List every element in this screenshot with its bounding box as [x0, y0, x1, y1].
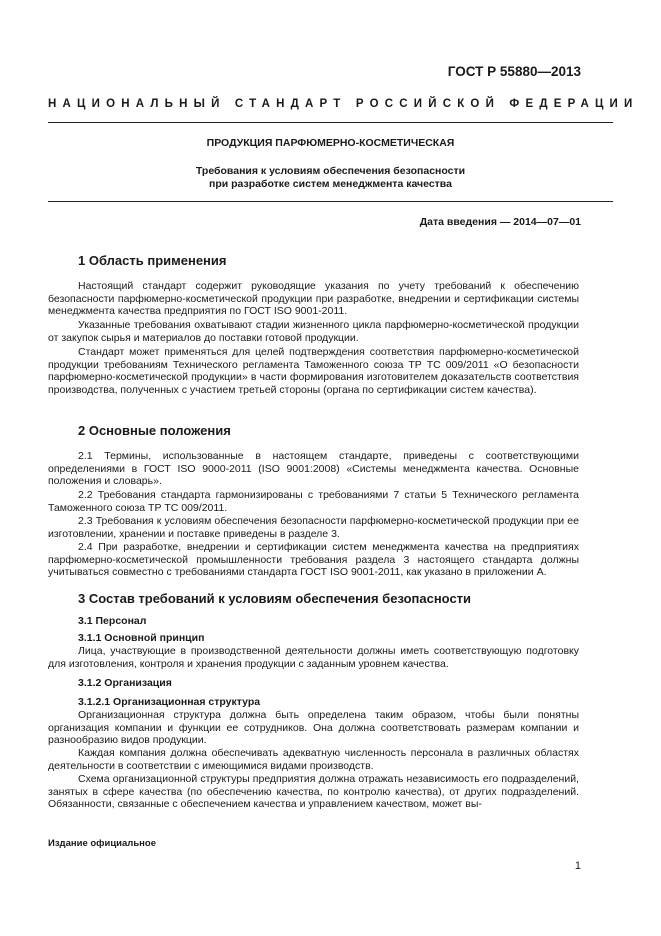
subsection-3-1-1-paragraph: Лица, участвующие в производственной деятельности должны иметь соответствующую подготовку для изготовления, контроля и хранения продукции с заданным уровнем качества.	[48, 645, 579, 670]
section-2-paragraph-2: 2.2 Требования стандарта гармонизированы с требованиями 7 статьи 5 Технического регламента Таможенного союза ТР ТС 009/2011.	[48, 489, 579, 514]
official-edition-label: Издание официальное	[48, 838, 156, 849]
subtitle-line1: Требования к условиям обеспечения безопасности	[195, 165, 466, 177]
subsection-3-1-2-1-paragraph-1: Организационная структура должна быть определена таким образом, чтобы были понятны организация компании и функции ее сотрудников. Она должна соответствовать размерам компании и разнообразию видов продукции.	[48, 709, 579, 746]
section-2-paragraph-3: 2.3 Требования к условиям обеспечения безопасности парфюмерно-косметической продукции при ее изготовлении, хранении и поставке приведены в разделе 3.	[48, 515, 579, 540]
subtitle-line2: при разработке систем менеджмента качества	[209, 178, 452, 190]
bottom-rule	[48, 201, 613, 202]
subsection-3-1-1-heading: 3.1.1 Основной принцип	[78, 632, 205, 644]
national-standard-label: НАЦИОНАЛЬНЫЙ СТАНДАРТ РОССИЙСКОЙ ФЕДЕРАЦИИ	[48, 98, 639, 110]
standard-number: ГОСТ Р 55880—2013	[447, 64, 581, 79]
subsection-3-1-heading: 3.1 Персонал	[78, 615, 147, 627]
page-number: 1	[574, 860, 581, 872]
section-1-paragraph-3: Стандарт может применяться для целей подтверждения соответствия парфюмерно-косметической продукции требованиям Технического регламента Таможенного союза ТР ТС 009/2011 «О безопасности парфюмерно-косметической продукции» в части формирования изготовителем доказательств соответствия производства, полученных с участием третьей стороны (органа по сертификации систем качества).	[48, 346, 579, 396]
section-2-heading: 2 Основные положения	[78, 423, 231, 438]
section-3-heading: 3 Состав требований к условиям обеспечения безопасности	[78, 591, 472, 606]
section-1-paragraph-2: Указанные требования охватывают стадии жизненного цикла парфюмерно-косметической продукции от закупок сырья и материалов до поставки готовой продукции.	[48, 319, 579, 344]
introduction-date: Дата введения — 2014—07—01	[419, 216, 581, 228]
section-1-heading: 1 Область применения	[78, 253, 227, 268]
section-2-paragraph-1: 2.1 Термины, использованные в настоящем стандарте, приведены с соответствующими определениями в ГОСТ ISO 9000-2011 (ISO 9001:2008) «Системы менеджмента качества. Основные положения и словарь».	[48, 450, 579, 487]
subsection-3-1-2-1-paragraph-2: Каждая компания должна обеспечивать адекватную численность персонала в различных областях деятельности в соответствии с имеющимися видами производств.	[48, 747, 579, 772]
subsection-3-1-2-1-heading: 3.1.2.1 Организационная структура	[78, 696, 261, 708]
section-1-paragraph-1: Настоящий стандарт содержит руководящие указания по учету требований к обеспечению безопасности парфюмерно-косметической продукции при разработке, внедрении и сертификации системы менеджмента качества предприятия по ГОСТ ISO 9001-2011.	[48, 280, 579, 317]
product-title: ПРОДУКЦИЯ ПАРФЮМЕРНО-КОСМЕТИЧЕСКАЯ	[206, 137, 455, 149]
top-rule	[48, 122, 613, 123]
subsection-3-1-2-1-paragraph-3: Схема организационной структуры предприятия должна отражать независимость его подразделений, занятых в сфере качества (по обеспечению качества, по контролю качества), от других подразделений. Обязанности, связанные с обеспечением качества и управлением качеством, может вы-	[48, 773, 579, 810]
section-2-paragraph-4: 2.4 При разработке, внедрении и сертификации систем менеджмента качества на предприятиях парфюмерно-косметической промышленности требования раздела 3 настоящего стандарта должны учитываться совместно с требованиями стандарта ГОСТ ISO 9001-2011, как указано в приложении А.	[48, 541, 579, 578]
subsection-3-1-2-heading: 3.1.2 Организация	[78, 677, 172, 689]
